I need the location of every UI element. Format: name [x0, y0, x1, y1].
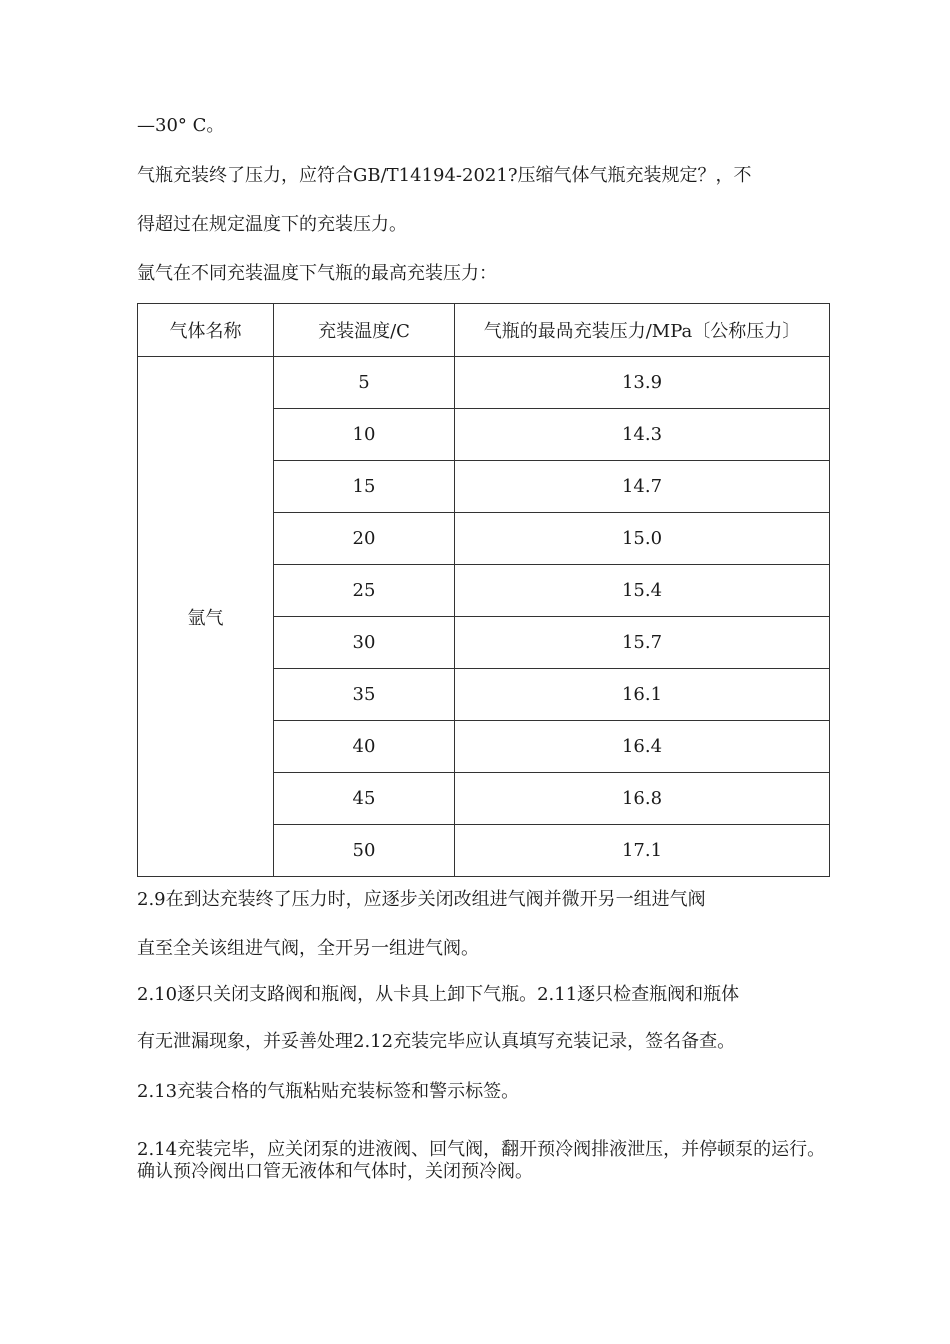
temperature-cell: 15: [274, 461, 455, 513]
argon-filling-pressure-table: [137, 303, 830, 877]
pressure-cell: 16.1: [455, 669, 830, 721]
header-max-filling-pressure: 气瓶的最咼充装压力/MPa〔公称压力〕: [455, 304, 830, 357]
pressure-cell: 14.3: [455, 409, 830, 461]
gas-name-cell: 氩气: [138, 357, 274, 877]
paragraph-final-pressure-line1: 气瓶充装终了压力，应符合GB/T14194-2021?压缩气体气瓶充装规定？，不: [137, 165, 752, 186]
paragraph-step-2-14: 2.14充装完毕，应关闭泵的进液阀、回气阀，翻开预冷阀排液泄压，并停顿泵的运行。确认预冷阀出口管无液体和气体时，关闭预冷阀。: [137, 1139, 826, 1182]
pressure-cell: 14.7: [455, 461, 830, 513]
temperature-cell: 10: [274, 409, 455, 461]
header-gas-name: 气体名称: [138, 304, 274, 357]
pressure-cell: 16.8: [455, 773, 830, 825]
table-row: [138, 357, 830, 409]
header-filling-temperature: 充装温度/C: [274, 304, 455, 357]
pressure-cell: 15.7: [455, 617, 830, 669]
temperature-cell: 50: [274, 825, 455, 877]
paragraph-step-2-10-line2: 有无泄漏现象，并妥善处理2.12充装完毕应认真填写充装记录，签名备查。: [137, 1031, 736, 1052]
pressure-cell: 15.4: [455, 565, 830, 617]
paragraph-temperature-note: —30° C。: [137, 115, 225, 136]
pressure-cell: 16.4: [455, 721, 830, 773]
paragraph-step-2-9-line1: 2.9在到达充装终了压力时，应逐步关闭改组进气阀并微开另一组进气阀: [137, 889, 706, 910]
pressure-cell: 17.1: [455, 825, 830, 877]
temperature-cell: 40: [274, 721, 455, 773]
paragraph-table-intro: 氩气在不同充装温度下气瓶的最高充装压力：: [137, 263, 497, 284]
pressure-cell: 15.0: [455, 513, 830, 565]
temperature-cell: 30: [274, 617, 455, 669]
paragraph-step-2-10-line1: 2.10逐只关闭支路阀和瓶阀，从卡具上卸下气瓶。2.11逐只检查瓶阀和瓶体: [137, 984, 740, 1005]
paragraph-step-2-13: 2.13充装合格的气瓶粘贴充装标签和警示标签。: [137, 1081, 520, 1102]
temperature-cell: 25: [274, 565, 455, 617]
table-header-row: [138, 304, 830, 357]
temperature-cell: 35: [274, 669, 455, 721]
temperature-cell: 5: [274, 357, 455, 409]
paragraph-step-2-9-line2: 直至全关该组进气阀，全开另一组进气阀。: [137, 938, 479, 959]
paragraph-final-pressure-line2: 得超过在规定温度下的充装压力。: [137, 214, 407, 235]
pressure-cell: 13.9: [455, 357, 830, 409]
temperature-cell: 20: [274, 513, 455, 565]
temperature-cell: 45: [274, 773, 455, 825]
